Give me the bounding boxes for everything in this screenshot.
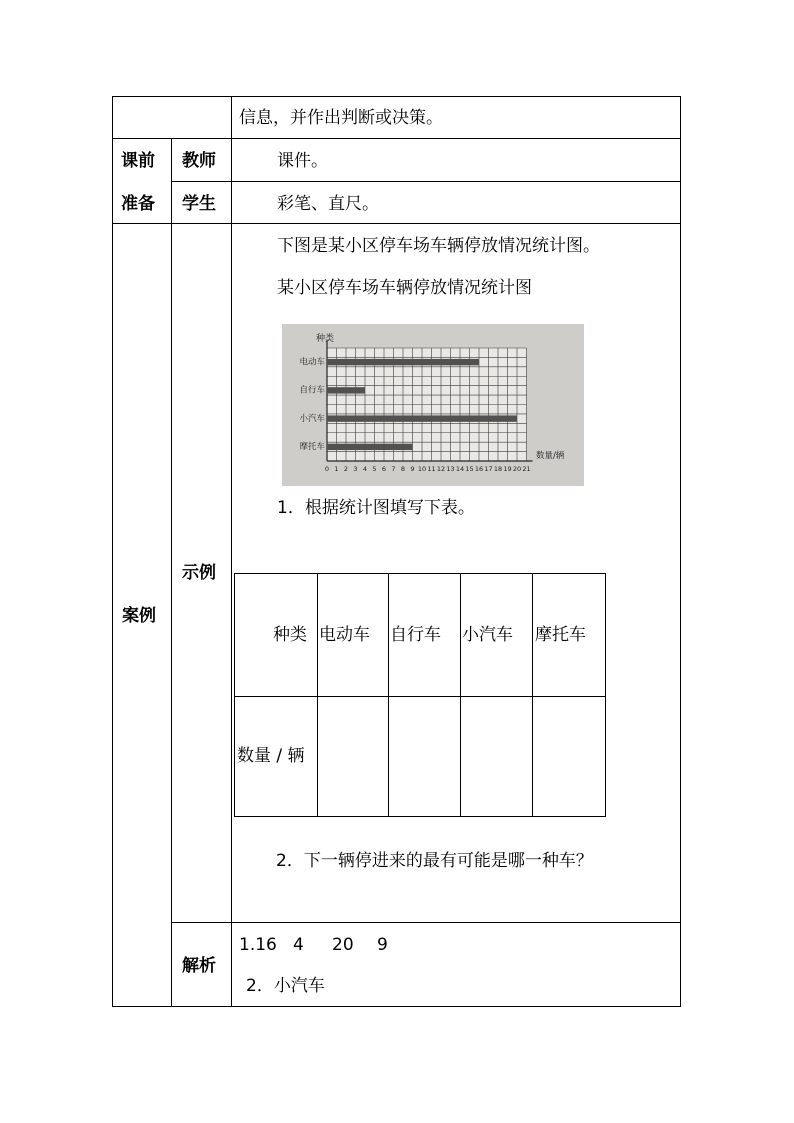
chart-x-tick-label: 17	[484, 465, 493, 473]
chart-x-tick-label: 12	[436, 465, 446, 473]
chart-x-tick-label: 20	[512, 465, 522, 473]
rule-1	[112, 138, 681, 139]
inner-table-top	[234, 573, 606, 574]
analysis-answer-4: 9	[377, 935, 388, 955]
rule-3	[112, 223, 681, 224]
table-border-top	[112, 96, 681, 97]
col-rule-sub	[171, 138, 172, 1007]
rule-4	[171, 922, 681, 923]
chart-category-label: 摩托车	[299, 442, 325, 453]
table-border-right	[680, 96, 681, 1007]
chart-x-tick-label: 15	[465, 465, 474, 473]
chart-x-tick-label: 7	[391, 465, 396, 473]
student-label: 学生	[182, 194, 216, 214]
table-header-cell: 电动车	[319, 625, 370, 645]
teacher-label: 教师	[182, 151, 216, 171]
inner-table-col-rule	[532, 573, 533, 817]
prep-label-line1: 课前	[121, 151, 155, 171]
rule-2	[171, 181, 681, 182]
chart-x-tick-label: 5	[372, 465, 377, 473]
chart-bar-2	[327, 415, 517, 421]
table-row-label: 数量 / 辆	[237, 746, 305, 766]
table-header-cell: 小汽车	[462, 625, 513, 645]
chart-x-tick-label: 0	[324, 465, 330, 473]
chart-category-label: 小汽车	[299, 413, 325, 424]
chart-x-tick-label: 13	[446, 465, 455, 473]
chart-x-tick-label: 19	[503, 465, 512, 473]
inner-table-col-rule	[317, 573, 318, 817]
analysis-answer-3: 20	[332, 935, 354, 955]
inner-table-bottom	[234, 816, 606, 817]
chart-x-tick-label: 8	[400, 465, 406, 473]
prep-label-line2: 准备	[121, 194, 155, 214]
analysis-answer-1: 1.16	[239, 935, 277, 955]
chart-x-tick-label: 3	[353, 465, 358, 473]
table-header-cell: 摩托车	[535, 625, 586, 645]
col-rule-main	[231, 96, 232, 1007]
student-text: 彩笔、直尺。	[277, 194, 379, 214]
chart-x-axis-label: 数量/辆	[536, 451, 565, 461]
chart-x-tick-label: 11	[427, 465, 436, 473]
chart-category-label: 自行车	[299, 385, 325, 396]
example-label: 示例	[182, 563, 216, 583]
inner-table-col-rule	[388, 573, 389, 817]
chart-x-tick-label: 14	[455, 465, 465, 473]
chart-x-tick-label: 16	[474, 465, 484, 473]
table-header-cell: 种类	[273, 625, 307, 645]
case-intro: 下图是某小区停车场车辆停放情况统计图。	[277, 236, 600, 256]
inner-table-mid	[234, 696, 606, 697]
chart-category-label: 电动车	[299, 357, 325, 368]
analysis-answer-2: 4	[293, 935, 304, 955]
analysis-label: 解析	[182, 956, 216, 976]
analysis-line-2: 2．小汽车	[246, 976, 325, 996]
chart-x-tick-label: 2	[343, 465, 349, 473]
teacher-text: 课件。	[277, 151, 328, 171]
chart-bar-0	[327, 359, 479, 365]
chart-title: 某小区停车场车辆停放情况统计图	[277, 278, 532, 298]
table-border-left	[112, 96, 113, 1007]
chart-x-tick-label: 9	[410, 465, 415, 473]
inner-table-col-rule	[605, 573, 606, 817]
question-2: 2．下一辆停进来的最有可能是哪一种车？	[276, 851, 593, 871]
case-label: 案例	[122, 606, 156, 626]
chart-y-axis-label: 种类	[316, 334, 335, 344]
table-border-bottom	[112, 1006, 681, 1007]
top-row-text: 信息，并作出判断或决策。	[239, 108, 443, 128]
bar-chart-photo	[282, 324, 584, 486]
table-header-cell: 自行车	[390, 625, 441, 645]
inner-table-col-rule	[234, 573, 235, 817]
inner-table-col-rule	[460, 573, 461, 817]
chart-x-tick-label: 18	[493, 465, 503, 473]
chart-bar-1	[327, 387, 365, 393]
chart-bar-3	[327, 444, 413, 450]
chart-x-tick-label: 6	[381, 465, 387, 473]
chart-x-tick-label: 21	[522, 465, 531, 473]
chart-x-tick-label: 10	[417, 465, 427, 473]
question-1: 1．根据统计图填写下表。	[277, 498, 475, 518]
chart-x-tick-label: 4	[362, 465, 368, 473]
chart-x-tick-label: 1	[334, 465, 339, 473]
bar-chart	[282, 324, 584, 486]
